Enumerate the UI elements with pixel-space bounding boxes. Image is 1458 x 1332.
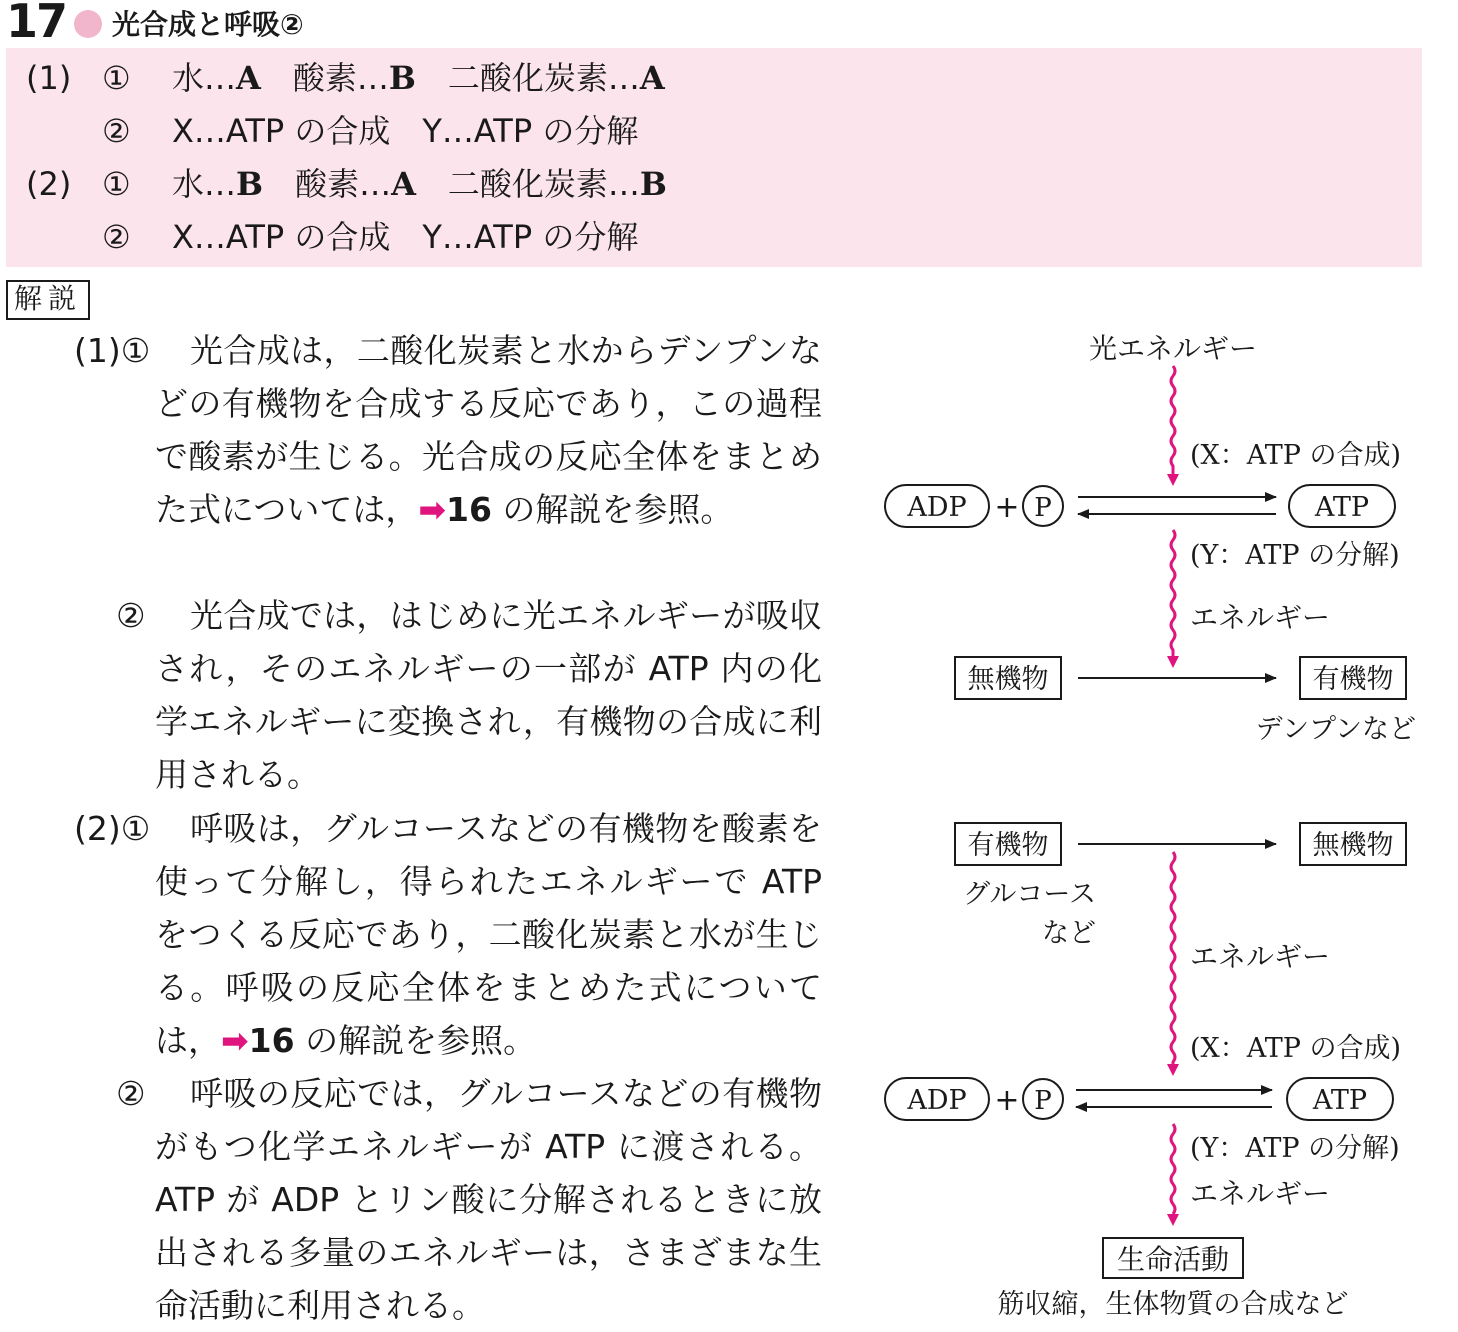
answer-text: X…ATP の合成 Y…ATP の分解 (172, 112, 639, 150)
answer-part-label: (1) (26, 59, 72, 97)
atp-box (1289, 485, 1395, 527)
adp-label: ADP (907, 492, 967, 523)
inorganic-box (1300, 823, 1406, 865)
phosphate-circle (1023, 1079, 1063, 1119)
reference-number: 16 (248, 1021, 295, 1060)
inorganic-label: 無機物 (1312, 830, 1394, 861)
reference-arrow-icon: ➡ (221, 1021, 249, 1060)
life-activity-box (1103, 1238, 1243, 1278)
commentary-paragraph: 呼吸は，グルコースなどの有機物を酸素を使って分解し，得られたエネルギーで ATP をつくる反応であり，二酸化炭素と水が生じる。呼吸の反応全体をまとめた式については，➡16 の解説を参照。 (155, 809, 822, 1060)
commentary-paragraph: 光合成は，二酸化炭素と水からデンプンなどの有機物を合成する反応であり，この過程で酸素が生じる。光合成の反応全体をまとめた式については，➡16 の解説を参照。 (155, 331, 822, 529)
glucose-note-suffix: など (1042, 918, 1096, 949)
arrowhead-icon (1167, 474, 1179, 486)
commentary-paragraph: 光合成では，はじめに光エネルギーが吸収され，そのエネルギーの一部が ATP 内の化学エネルギーに変換され，有機物の合成に利用される。 (155, 596, 822, 794)
y-reaction-label: (Y：ATP の分解) (1190, 1133, 1400, 1164)
organic-box (955, 823, 1061, 865)
plus-sign: + (994, 1083, 1020, 1118)
arrowhead-icon (1167, 656, 1179, 668)
commentary-paragraph: 呼吸の反応では，グルコースなどの有機物がもつ化学エネルギーが ATP に渡される。ATP が ADP とリン酸に分解されるときに放出される多量のエネルギーは，さまざまな生命活動に利用される。 (155, 1074, 822, 1325)
phosphate-circle (1023, 486, 1063, 526)
glucose-note: グルコース (963, 879, 1096, 910)
adp-label: ADP (907, 1085, 967, 1116)
energy-label: エネルギー (1190, 940, 1331, 973)
atp-label: ATP (1312, 1085, 1368, 1116)
answer-sub-label: ② (102, 218, 131, 256)
reference-number: 16 (446, 490, 492, 529)
phosphate-label: P (1034, 493, 1052, 523)
energy-label: エネルギー (1190, 1177, 1331, 1210)
life-activity-label: 生命活動 (1116, 1243, 1230, 1276)
phosphate-label: P (1034, 1086, 1052, 1116)
organic-label: 有機物 (967, 830, 1049, 861)
answer-sub-label: ① (102, 165, 131, 203)
pink-dot-icon (74, 10, 102, 38)
question-title: 光合成と呼吸② (112, 8, 304, 41)
answer-part-label: (2) (26, 165, 72, 203)
inorganic-label: 無機物 (967, 664, 1049, 695)
answer-text: X…ATP の合成 Y…ATP の分解 (172, 218, 639, 256)
light-energy-label: 光エネルギー (1088, 332, 1258, 365)
wavy-arrow-light (1171, 366, 1175, 474)
answer-text: 水…A 酸素…B 二酸化炭素…A (172, 59, 665, 97)
adp-box (885, 485, 989, 527)
y-reaction-label: (Y：ATP の分解) (1190, 540, 1400, 571)
answer-sub-label: ① (102, 59, 131, 97)
organic-box (1300, 657, 1406, 699)
inorganic-box (955, 657, 1061, 699)
commentary-label: 解説 (6, 280, 90, 320)
wavy-arrow-energy (1171, 1124, 1175, 1214)
life-activity-note: 筋収縮，生体物質の合成など (997, 1289, 1349, 1320)
x-reaction-label: (X：ATP の合成) (1190, 440, 1402, 471)
question-number: 17 (6, 0, 67, 48)
commentary-label-2-1: (2)① (74, 809, 151, 848)
plus-sign: + (994, 490, 1020, 525)
organic-note: デンプンなど (1255, 714, 1416, 745)
adp-box (885, 1078, 989, 1120)
commentary-label-1-2: ② (116, 596, 146, 635)
energy-label: エネルギー (1190, 601, 1331, 634)
wavy-arrow-energy (1171, 852, 1175, 1064)
answer-box (6, 48, 1422, 267)
atp-label: ATP (1314, 492, 1370, 523)
arrowhead-icon (1167, 1064, 1179, 1076)
x-reaction-label: (X：ATP の合成) (1190, 1033, 1402, 1064)
answer-text: 水…B 酸素…A 二酸化炭素…B (172, 165, 667, 203)
arrowhead-icon (1167, 1214, 1179, 1226)
reference-arrow-icon: ➡ (418, 490, 446, 529)
organic-label: 有機物 (1312, 664, 1394, 695)
wavy-arrow-energy (1171, 530, 1175, 656)
commentary-label-2-2: ② (116, 1074, 146, 1113)
atp-box (1287, 1078, 1393, 1120)
answer-sub-label: ② (102, 112, 131, 150)
commentary-label-1-1: (1)① (74, 331, 151, 370)
